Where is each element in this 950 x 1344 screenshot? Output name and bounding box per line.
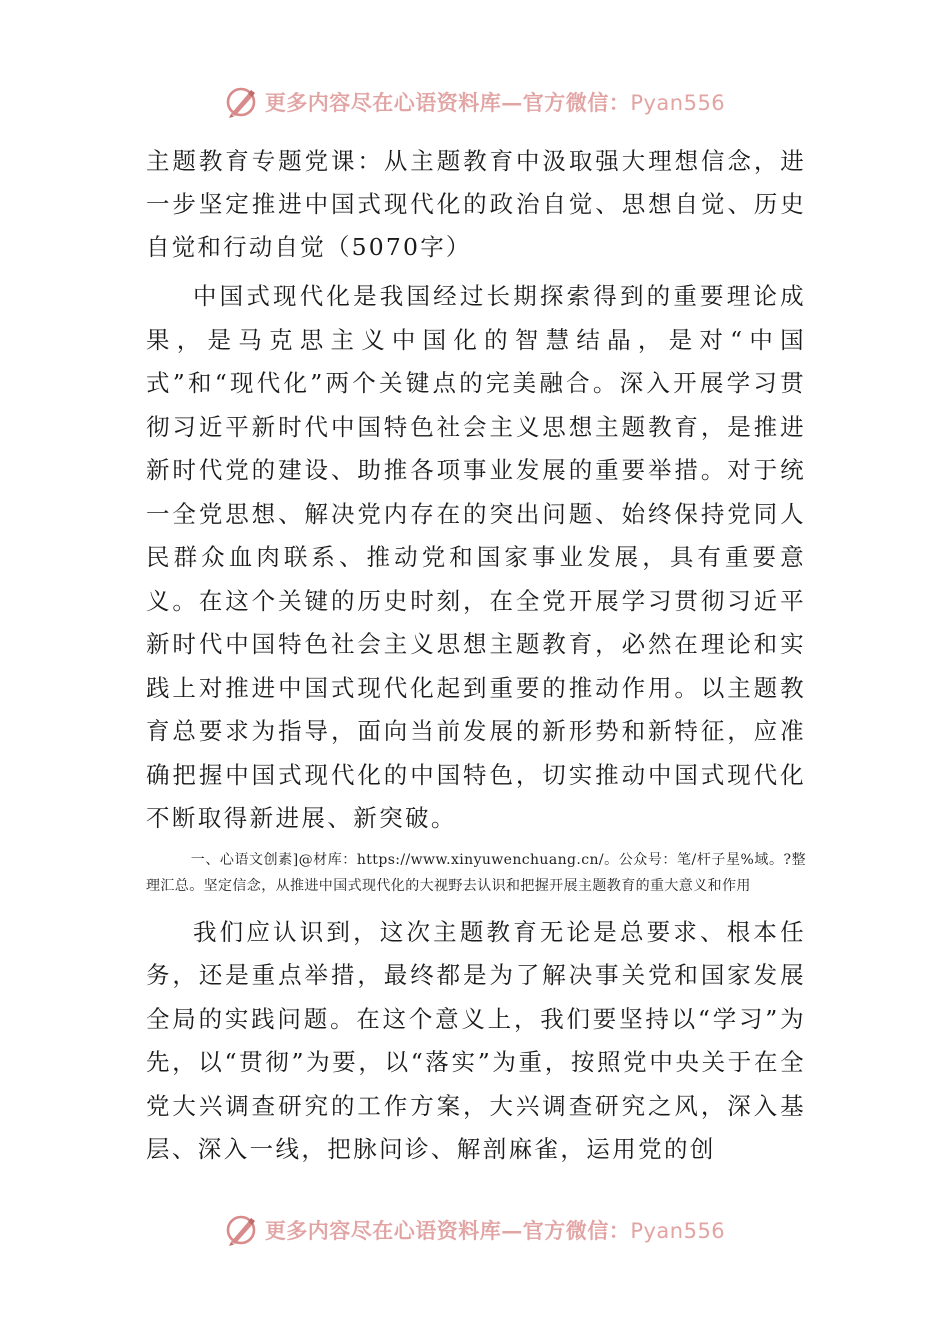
document-title: 主题教育专题党课：从主题教育中汲取强大理想信念，进一步坚定推进中国式现代化的政治自觉、思想自觉、历史自觉和行动自觉（5070字） (146, 147, 806, 261)
watermark-text: 更多内容尽在心语资料库—官方微信：Pyan556 (264, 90, 726, 115)
body-paragraph-2: 我们应认识到，这次主题教育无论是总要求、根本任务，还是重点举措，最终都是为了解决事关党和国家发展全局的实践问题。在这个意义上，我们要坚持以“学习”为先，以“贯彻”为要，以“落实”为重，按照党中央关于在全党大兴调查研究的工作方案，大兴调查研究之风，深入基层、深入一线，把脉问诊、解剖麻雀，运用党的创 (146, 917, 806, 1163)
pen-circle-logo-icon (225, 85, 259, 119)
pen-circle-logo-icon (225, 1213, 259, 1247)
watermark-text: 更多内容尽在心语资料库—官方微信：Pyan556 (264, 1218, 726, 1243)
document-body (146, 140, 806, 1172)
footer-watermark (0, 1210, 950, 1250)
header-watermark (0, 82, 950, 122)
section-heading: 一、心语文创素]@材库：https://www.xinyuwenchuang.cn/。公众号：笔/杆子星%域。?整理汇总。坚定信念，从推进中国式现代化的大视野去认识和把握开展主题教育的重大意义和作用 (146, 851, 806, 894)
body-paragraph-1: 中国式现代化是我国经过长期探索得到的重要理论成果，是马克思主义中国化的智慧结晶，是对“中国式”和“现代化”两个关键点的完美融合。深入开展学习贯彻习近平新时代中国特色社会主义思想主题教育，是推进新时代党的建设、助推各项事业发展的重要举措。对于统一全党思想、解决党内存在的突出问题、始终保持党同人民群众血肉联系、推动党和国家事业发展，具有重要意义。在这个关键的历史时刻，在全党开展学习贯彻习近平新时代中国特色社会主义思想主题教育，必然在理论和实践上对推进中国式现代化起到重要的推动作用。以主题教育总要求为指导，面向当前发展的新形势和新特征，应准确把握中国式现代化的中国特色，切实推动中国式现代化不断取得新进展、新突破。 (146, 282, 806, 832)
